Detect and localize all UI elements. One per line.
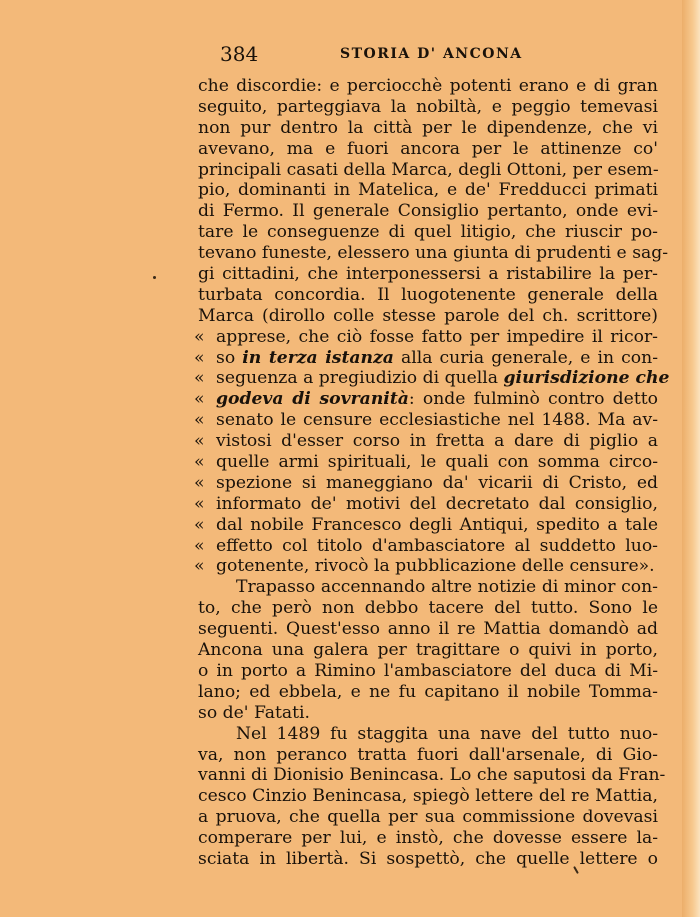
quote-text [198,515,658,536]
quote-line [194,514,658,536]
quote-run: apprese, che ciò fosse fatto per impedire il ricor- [216,326,658,347]
quote-line [194,535,658,557]
text-line: lano; ed ebbela, e ne fu capitano il nobile Tomma- [198,681,658,702]
quote-text [198,494,658,515]
text-line: Ancona una galera per tragittare o quivi in porto, [198,640,658,661]
quote-line [194,389,658,410]
quote-text [198,556,658,577]
quote-run: so [216,347,243,368]
quote-run: seguenza a pregiudizio di quella [216,368,504,389]
quote-run: informato de' motivi del decretato dal consiglio, [216,493,658,514]
quote-run: : onde fulminò contro detto [408,389,658,410]
quote-text [198,452,658,473]
quote-mark: « [194,452,205,473]
stray-mark [153,276,156,279]
quote-mark: « [194,472,205,493]
quote-text [198,431,658,452]
text-line: tevano funeste, elessero una giunta di prudenti e sag- [198,243,669,264]
text-line: so de' Fatati. [198,702,311,723]
quote-text [198,348,658,369]
quote-mark: « [194,514,205,535]
body-text [198,76,669,327]
quote-mark: « [194,535,205,556]
text-line: gi cittadini, che interponessersi a ristabilire la per- [198,264,658,285]
quote-line [194,431,658,452]
quote-run: senato le censure ecclesiastiche nel 1488. Ma av- [216,410,658,431]
quote-line [194,556,658,577]
quotation-block [194,326,670,578]
quote-run: spezione si maneggiano da' vicarii di Cristo, ed [216,472,658,493]
quote-run: gotenente, rivocò la pubblicazione delle censure». [216,556,655,577]
text-line: seguenti. Quest'esso anno il re Mattia domandò ad [198,619,658,640]
page-number: 384 [220,42,259,66]
quote-text [198,410,658,431]
text-line: pio, dominanti in Matelica, e de' Fredducci primati [198,180,658,201]
quote-mark: « [194,410,205,431]
quote-text [198,389,658,410]
quote-text [198,327,658,348]
page-header [198,40,658,76]
quote-line [194,493,658,515]
quote-run: dal nobile Francesco degli Antiqui, spedito a tale [216,514,658,535]
quote-line [194,410,658,431]
italic-phrase: giurisdizione che [503,368,670,389]
quote-mark: « [194,326,205,347]
quote-run: alla curia generale, e in con- [393,347,658,368]
page-edge [682,0,700,917]
text-line: vanni di Dionisio Benincasa. Lo che saputosi da Fran- [198,765,666,786]
text-line: va, non peranco tratta fuori dall'arsenale, di Gio- [198,744,658,765]
text-line: o in porto a Rimino l'ambasciatore del duca di Mi- [198,660,658,681]
quote-line [194,472,658,494]
quote-line [194,326,658,348]
text-line: non pur dentro la città per le dipendenze, che vi [198,117,658,138]
paragraph [198,577,658,723]
quote-text [198,473,658,494]
text-line: to, che però non debbo tacere del tutto. Sono le [198,598,658,619]
text-line: Trapasso accennando altre notizie di minor con- [236,577,658,598]
book-page [194,40,670,870]
quote-mark: « [194,368,205,389]
quote-mark: « [194,431,205,452]
text-line: Marca (dirollo colle stesse parole del ch. scrittore) [198,305,658,326]
text-line: tare le conseguenze di quel litigio, che riuscir po- [198,222,658,243]
paragraph [198,723,666,870]
text-line: che discordie: e perciocchè potenti erano e di gran [198,76,658,96]
text-line: a pruova, che quella per sua commissione dovevasi [198,807,658,828]
quote-line [194,452,658,473]
quote-text [198,368,670,389]
quote-run: vistosi d'esser corso in fretta a dare di piglio a [216,431,658,452]
quote-line [194,368,670,389]
running-title: STORIA D' ANCONA [340,46,523,62]
italic-phrase: in terza istanza [242,347,394,368]
quote-mark: « [194,556,205,577]
text-line: turbata concordia. Il luogotenente generale della [198,284,658,305]
quote-run: effetto col titolo d'ambasciatore al suddetto luo- [216,535,658,556]
italic-phrase: godeva di sovranità [216,389,409,410]
text-line: cesco Cinzio Benincasa, spiegò lettere del re Mattia, [198,786,658,807]
quote-run: quelle armi spirituali, le quali con somma circo- [216,452,658,473]
text-line: Nel 1489 fu staggita una nave del tutto nuo- [236,723,658,744]
quote-mark: « [194,347,205,368]
text-line: principali casati della Marca, degli Ottoni, per esem- [198,159,659,180]
quote-mark: « [194,493,205,514]
text-line: seguito, parteggiava la nobiltà, e peggio temevasi [198,96,658,117]
quote-mark: « [194,389,205,410]
quote-line [194,347,658,369]
text-line: comperare per lui, e instò, che dovesse essere la- [198,828,658,849]
text-line: avevano, ma e fuori ancora per le attinenze co' [198,138,658,159]
text-line: sciata in libertà. Si sospettò, che quelle lettere o [198,848,658,869]
text-line: di Fermo. Il generale Consiglio pertanto, onde evi- [198,201,658,222]
quote-text [198,536,658,557]
